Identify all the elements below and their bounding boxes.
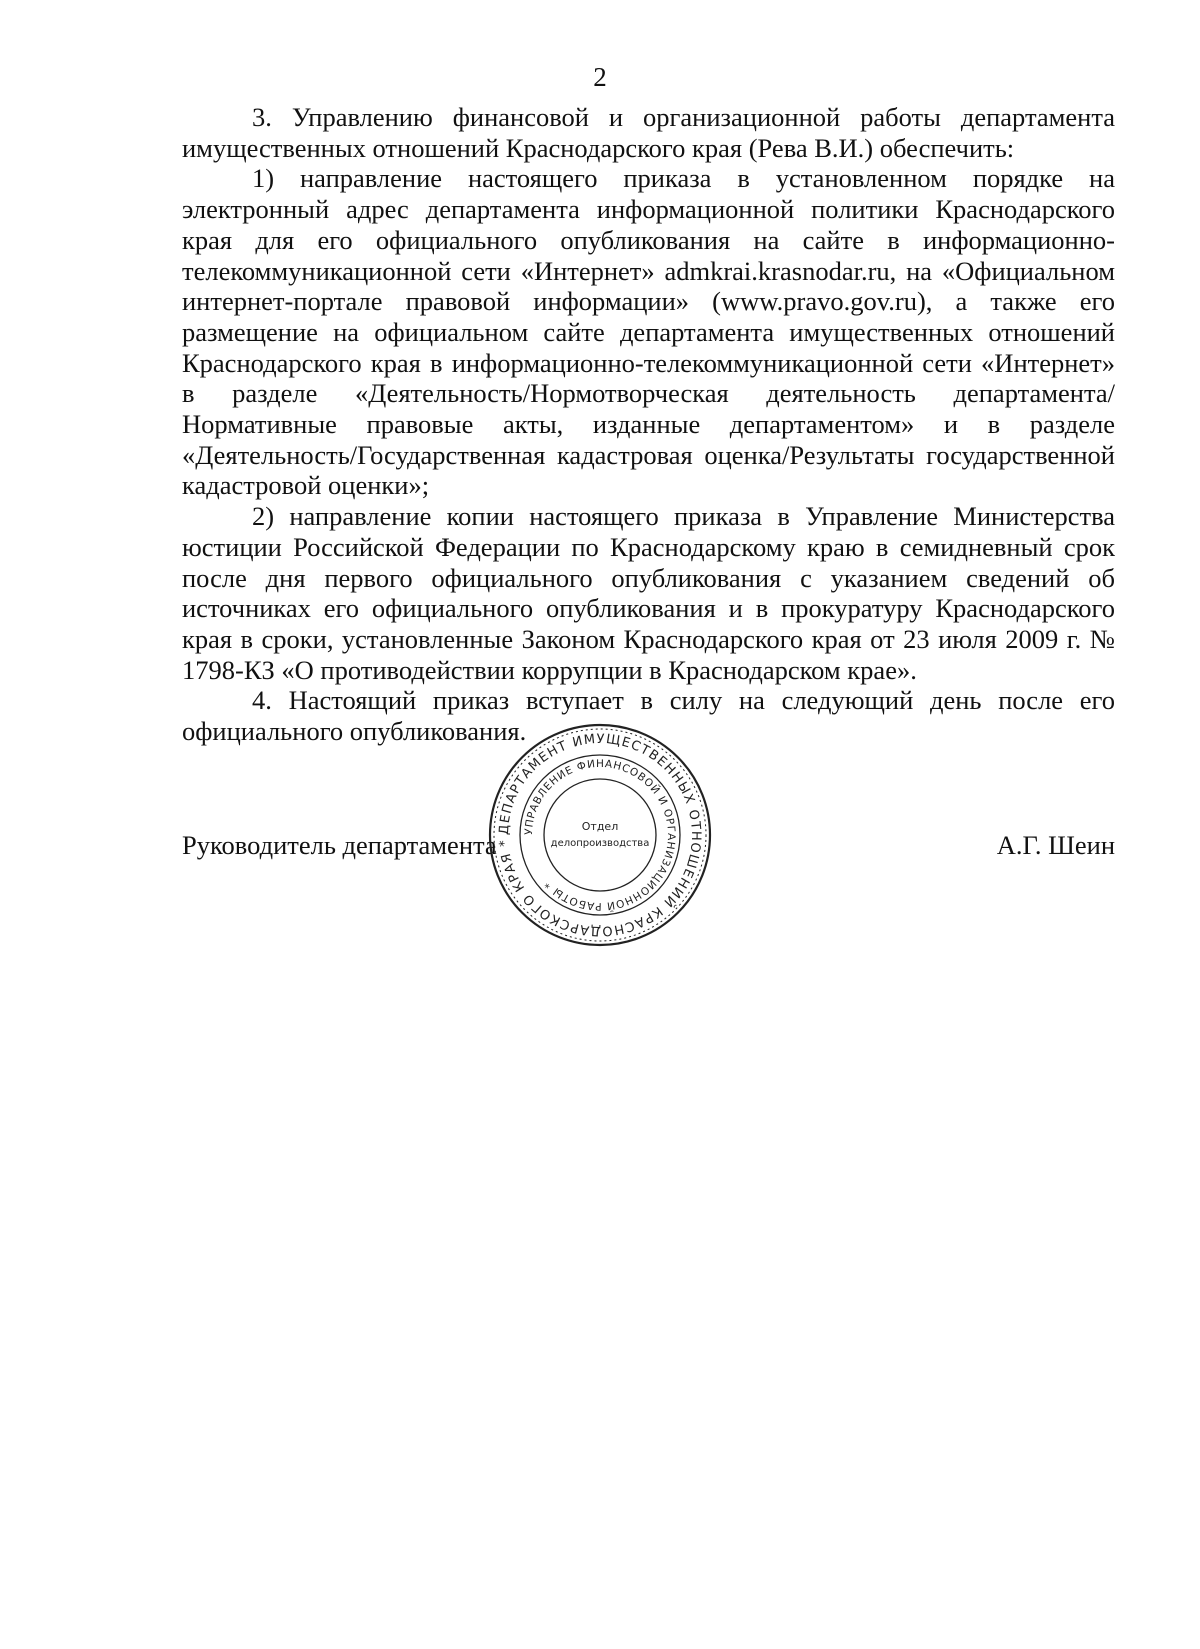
- paragraph-3: 3. Управлению финансовой и организационной работы департамента имущественных отношений Краснодарского края (Рева В.И.) обеспечить:: [182, 102, 1115, 163]
- paragraph-3-item-1: 1) направление настоящего приказа в установленном порядке на электронный адрес департамента информационной политики Краснодарского края для его официального опубликования на сайте в информационно-телекоммуникационной сети «Интернет» admkrai.krasnodar.ru, на «Официальном интернет-портале правовой информации» (www.pravo.gov.ru), а также его размещение на официальном сайте департамента имущественных отношений Краснодарского края в информационно-телекоммуникационной сети «Интернет» в разделе «Деятельность/Нормотворческая деятельность департамента/Нормативные правовые акты, изданные департаментом» и в разделе «Деятельность/Государственная кадастровая оценка/Результаты государственной кадастровой оценки»;: [182, 163, 1115, 501]
- stamp-center-line2: делопроизводства: [550, 838, 650, 849]
- stamp-inner-text: [523, 758, 677, 913]
- stamp-center-line1: Отдел: [581, 820, 619, 833]
- signer-name: А.Г. Шеин: [996, 830, 1115, 860]
- document-body: [182, 102, 1115, 747]
- signer-title: Руководитель департамента: [182, 830, 497, 860]
- paragraph-3-item-2: 2) направление копии настоящего приказа в Управление Министерства юстиции Российской Федерации по Краснодарскому краю в семидневный срок после дня первого официального опубликования с указанием сведений об источниках его официального опубликования и в прокуратуру Краснодарского края в сроки, установленные Законом Краснодарского края от 23 июля 2009 г. № 1798-КЗ «О противодействии коррупции в Краснодарском крае».: [182, 501, 1115, 685]
- stamp-inner-ring: [544, 779, 656, 891]
- paragraph-4: 4. Настоящий приказ вступает в силу на следующий день после его официального опубликования.: [182, 685, 1115, 747]
- page-number: 2: [593, 62, 607, 92]
- official-stamp: [487, 722, 713, 948]
- stamp-outer-textpath: ДЕПАРТАМЕНТ ИМУЩЕСТВЕННЫХ ОТНОШЕНИЙ КРАСНОДАРСКОГО КРАЯ *: [496, 731, 704, 939]
- stamp-inner-textpath: УПРАВЛЕНИЕ ФИНАНСОВОЙ И ОРГАНИЗАЦИОННОЙ РАБОТЫ *: [522, 757, 678, 913]
